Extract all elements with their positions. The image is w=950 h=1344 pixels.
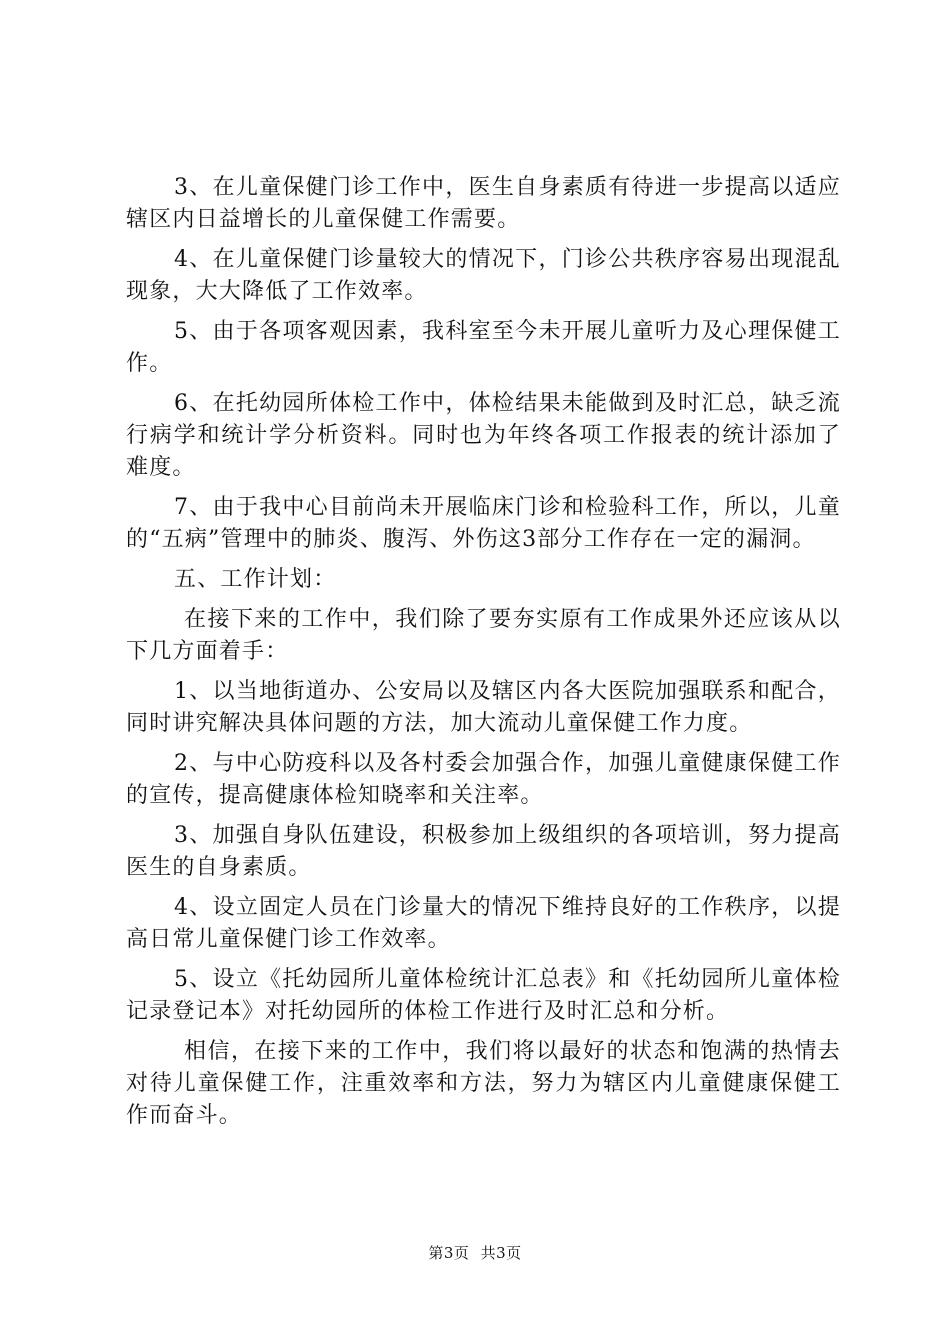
paragraph-item-3-issue: 3、在儿童保健门诊工作中，医生自身素质有待进一步提高以适应辖区内日益增长的儿童保健工作需要。 <box>126 175 841 232</box>
paragraph-plan-2: 2、与中心防疫科以及各村委会加强合作，加强儿童健康保健工作的宣传，提高健康体检知晓率和关注率。 <box>126 751 841 808</box>
paragraph-item-5-issue: 5、由于各项客观因素，我科室至今未开展儿童听力及心理保健工作。 <box>126 319 841 376</box>
page-number-current: 第3页 <box>428 1244 470 1262</box>
paragraph-item-4-issue: 4、在儿童保健门诊量较大的情况下，门诊公共秩序容易出现混乱现象，大大降低了工作效率。 <box>126 247 841 304</box>
paragraph-plan-intro: 在接下来的工作中，我们除了要夯实原有工作成果外还应该从以下几方面着手： <box>126 607 841 664</box>
page-footer <box>0 1243 950 1263</box>
section-heading-work-plan: 五、工作计划： <box>174 567 337 592</box>
paragraph-plan-5: 5、设立《托幼园所儿童体检统计汇总表》和《托幼园所儿童体检记录登记本》对托幼园所的体检工作进行及时汇总和分析。 <box>126 967 841 1024</box>
paragraph-conclusion: 相信，在接下来的工作中，我们将以最好的状态和饱满的热情去对待儿童保健工作，注重效率和方法，努力为辖区内儿童健康保健工作而奋斗。 <box>126 1039 841 1128</box>
paragraph-item-7-issue: 7、由于我中心目前尚未开展临床门诊和检验科工作，所以，儿童的“五病”管理中的肺炎、腹泻、外伤这3部分工作存在一定的漏洞。 <box>126 495 841 552</box>
page-number-total: 共3页 <box>480 1244 522 1262</box>
paragraph-plan-4: 4、设立固定人员在门诊量大的情况下维持良好的工作秩序，以提高日常儿童保健门诊工作效率。 <box>126 895 841 952</box>
document-body <box>126 172 841 1140</box>
paragraph-plan-3: 3、加强自身队伍建设，积极参加上级组织的各项培训，努力提高医生的自身素质。 <box>126 823 841 880</box>
paragraph-item-6-issue: 6、在托幼园所体检工作中，体检结果未能做到及时汇总，缺乏流行病学和统计学分析资料。同时也为年终各项工作报表的统计添加了难度。 <box>126 391 841 480</box>
paragraph-plan-1: 1、以当地街道办、公安局以及辖区内各大医院加强联系和配合，同时讲究解决具体问题的方法，加大流动儿童保健工作力度。 <box>126 679 841 736</box>
